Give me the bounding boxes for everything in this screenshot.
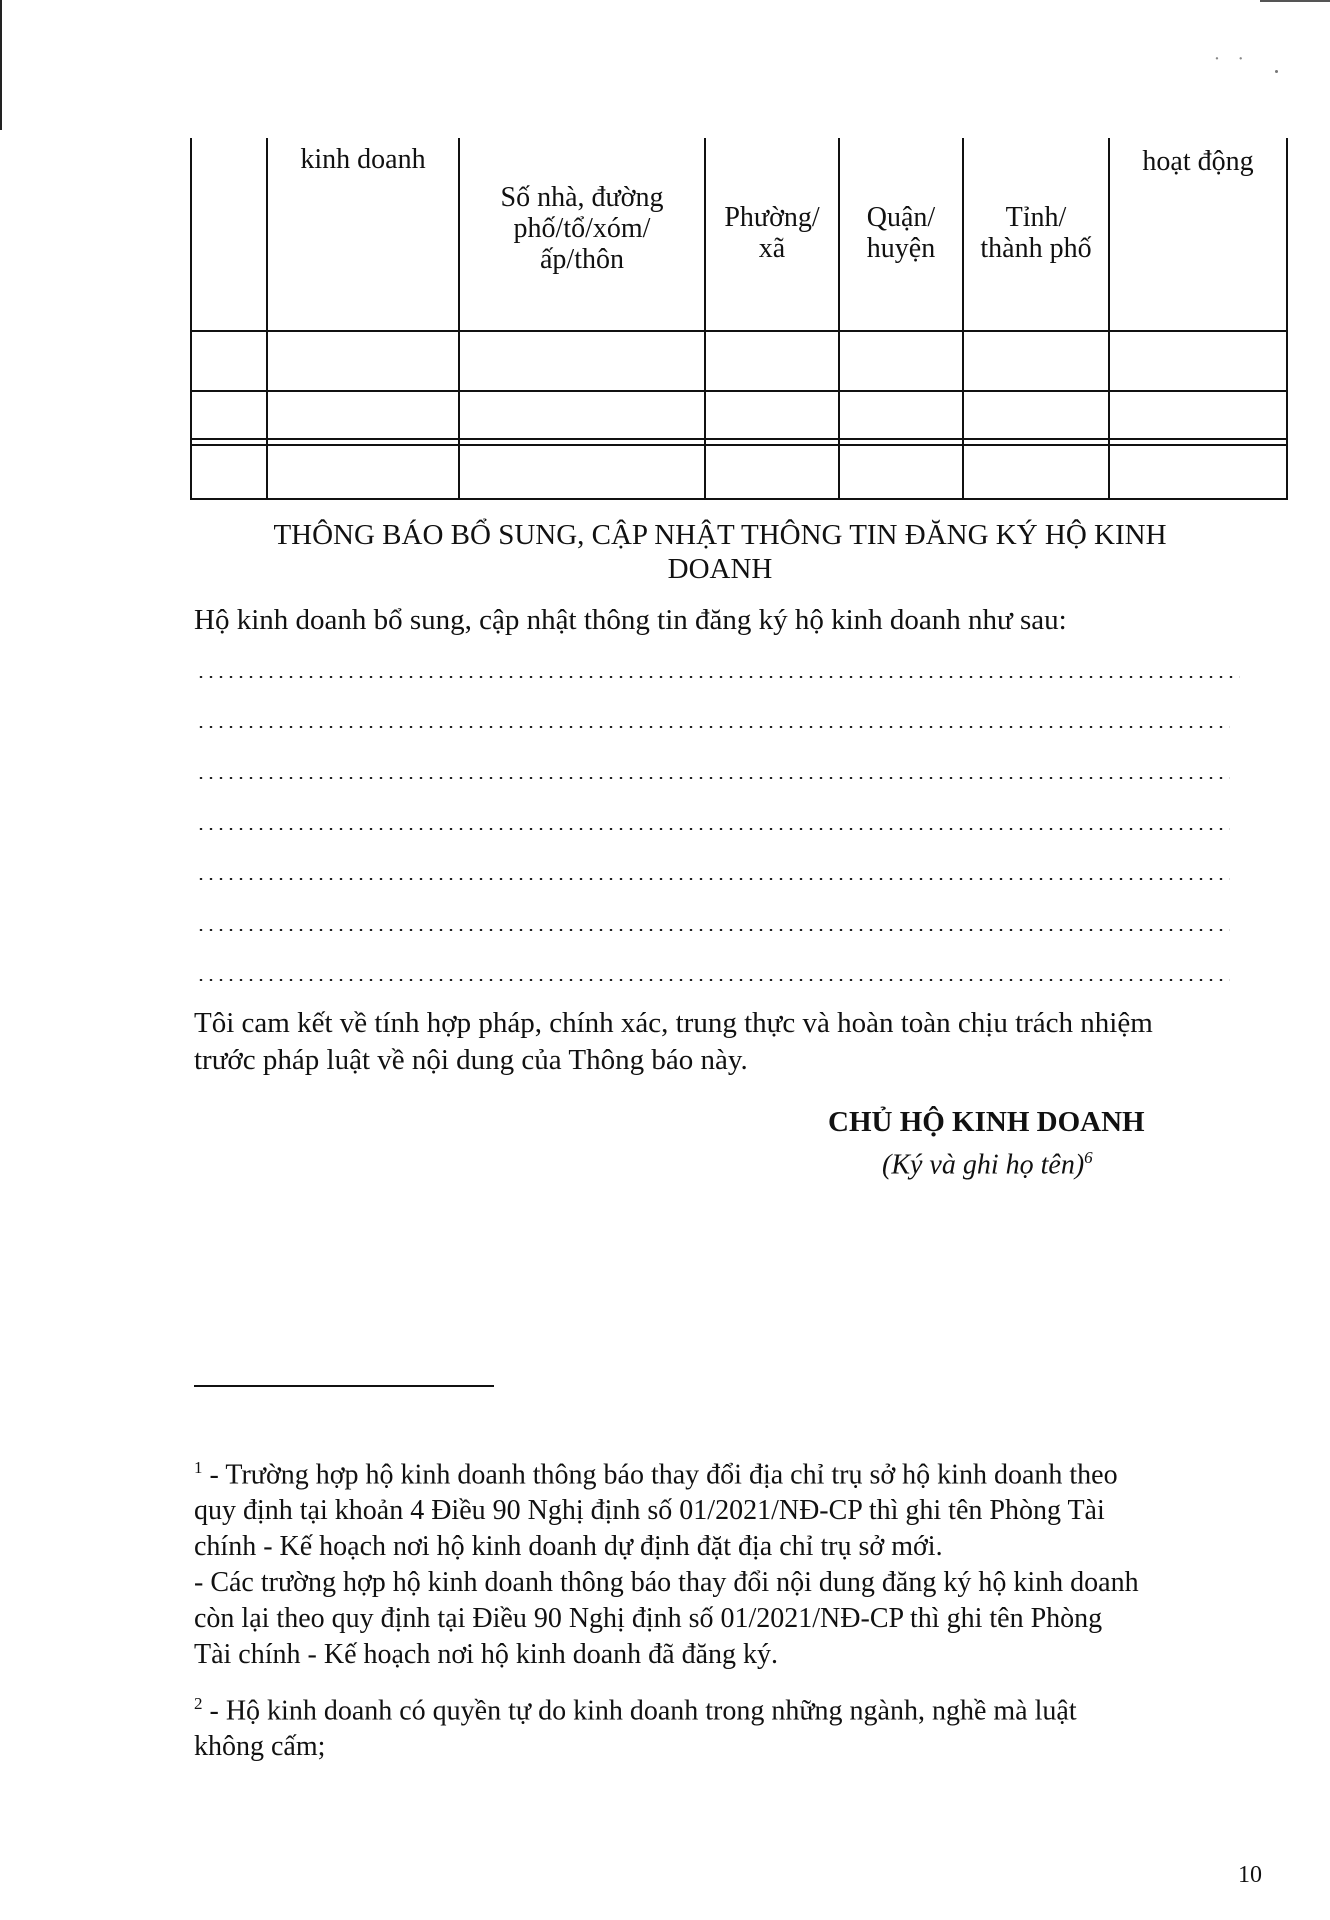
header-so-nha-line: ấp/thôn (540, 244, 624, 275)
header-hoat-dong: hoạt động (1142, 146, 1254, 177)
fill-in-dotted-line[interactable] (196, 878, 1230, 880)
footnote-line: - Các trường hợp hộ kinh doanh thông báo thay đổi nội dung đăng ký hộ kinh doanh (194, 1567, 1139, 1599)
header-phuong-line: xã (758, 233, 786, 264)
table-border (190, 330, 1288, 332)
header-phuong-line: Phường/ (724, 202, 820, 233)
heading-line: DOANH (667, 553, 773, 585)
table-border (190, 438, 1288, 440)
footnote-mark: 1 (194, 1458, 203, 1477)
footnote-line: quy định tại khoản 4 Điều 90 Nghị định số 01/2021/NĐ-CP thì ghi tên Phòng Tài (194, 1495, 1105, 1527)
header-tinh-line: thành phố (980, 233, 1092, 264)
table-border (190, 390, 1288, 392)
signature-subtitle-text: (Ký và ghi họ tên) (882, 1149, 1085, 1181)
header-tinh-line: Tỉnh/ (1005, 202, 1067, 233)
header-so-nha-line: phố/tổ/xóm/ (513, 213, 651, 244)
footnote-2 (194, 1686, 1294, 1765)
footnote-line (194, 1450, 1294, 1493)
footnote-1 (194, 1450, 1294, 1673)
header-phuong (706, 202, 838, 264)
address-table (190, 138, 1288, 500)
header-quan (840, 202, 962, 264)
commitment-text (194, 1005, 1274, 1079)
header-quan-line: huyện (866, 233, 936, 264)
heading-line: THÔNG BÁO BỔ SUNG, CẬP NHẬT THÔNG TIN ĐĂNG KÝ HỘ KINH (273, 519, 1167, 551)
fill-in-dotted-line[interactable] (196, 828, 1230, 830)
footnote-line: chính - Kế hoạch nơi hộ kinh doanh dự định đặt địa chỉ trụ sở mới. (194, 1531, 943, 1563)
fill-in-dotted-line[interactable] (196, 726, 1230, 728)
scan-speck: · · (1213, 48, 1250, 70)
footnote-text: - Hộ kinh doanh có quyền tự do kinh doanh trong những ngành, nghề mà luật (202, 1695, 1077, 1727)
fill-in-dotted-line[interactable] (196, 979, 1230, 981)
scan-edge-mark (1260, 0, 1330, 2)
section-heading (220, 518, 1220, 586)
header-kinh-doanh: kinh doanh (300, 144, 426, 175)
header-quan-line: Quận/ (866, 202, 936, 233)
footnote-ref: 6 (1084, 1148, 1093, 1167)
footnote-text: - Trường hợp hộ kinh doanh thông báo thay đổi địa chỉ trụ sở hộ kinh doanh theo (202, 1459, 1118, 1491)
header-so-nha-line: Số nhà, đường (500, 182, 664, 213)
header-tinh (964, 202, 1108, 264)
signature-title: CHỦ HỘ KINH DOANH (828, 1106, 1145, 1138)
table-border (190, 498, 1288, 500)
signature-subtitle (882, 1148, 1093, 1181)
fill-in-dotted-line[interactable] (196, 929, 1230, 931)
page-number: 10 (1238, 1862, 1262, 1888)
intro-text: Hộ kinh doanh bổ sung, cập nhật thông tin đăng ký hộ kinh doanh như sau: (194, 604, 1067, 636)
scan-edge-mark (0, 0, 2, 130)
footnote-line (194, 1686, 1294, 1729)
scan-speck (1275, 70, 1278, 73)
footnote-line: Tài chính - Kế hoạch nơi hộ kinh doanh đã đăng ký. (194, 1639, 778, 1671)
commitment-line: trước pháp luật về nội dung của Thông báo này. (194, 1044, 748, 1076)
fill-in-dotted-line[interactable] (196, 676, 1240, 678)
header-so-nha (460, 182, 704, 275)
footnote-mark: 2 (194, 1694, 203, 1713)
footnote-line: không cấm; (194, 1731, 326, 1763)
table-border (190, 444, 1288, 446)
commitment-line: Tôi cam kết về tính hợp pháp, chính xác, trung thực và hoàn toàn chịu trách nhiệm (194, 1007, 1153, 1039)
footnote-line: còn lại theo quy định tại Điều 90 Nghị định số 01/2021/NĐ-CP thì ghi tên Phòng (194, 1603, 1103, 1635)
footnote-separator (194, 1385, 494, 1387)
fill-in-dotted-line[interactable] (196, 777, 1230, 779)
